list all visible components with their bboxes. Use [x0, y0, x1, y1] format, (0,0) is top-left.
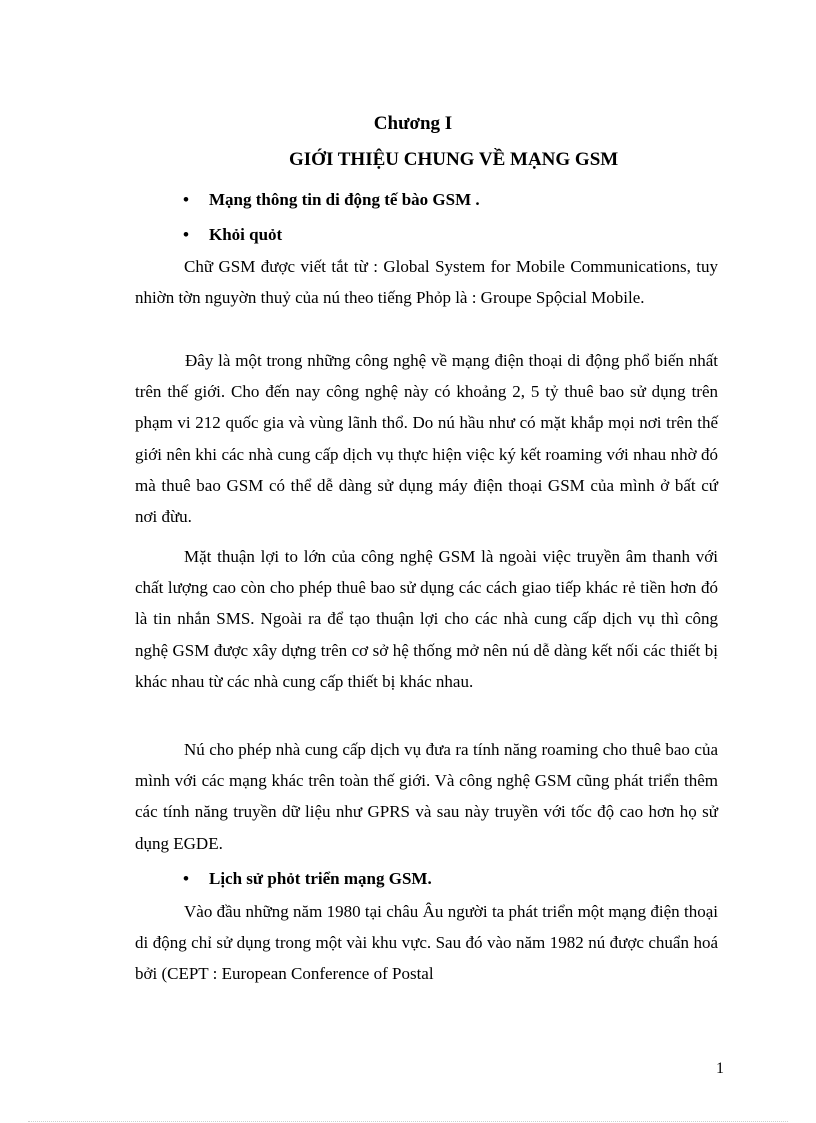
- page-bottom-rule: [28, 1121, 788, 1122]
- page-number: 1: [716, 1060, 724, 1077]
- bullet-text: Lịch sử phỏt triển mạng GSM.: [209, 869, 432, 888]
- bullet-text: Mạng thông tin di động tế bào GSM .: [209, 190, 480, 209]
- paragraph-4: Nú cho phép nhà cung cấp dịch vụ đưa ra tính năng roaming cho thuê bao của mình với các mạng khác trên toàn thế giới. Và công nghệ GSM cũng phát triển thêm các tính năng truyền dữ liệu như GPRS và sau này truyền với tốc độ cao hơn họ sử dụng EGDE.: [135, 740, 718, 853]
- bullet-icon: •: [183, 190, 189, 209]
- chapter-title: GIỚI THIỆU CHUNG VỀ MẠNG GSM: [289, 149, 619, 170]
- bullet-icon: •: [183, 869, 189, 888]
- bullet-item-history: [183, 868, 743, 890]
- paragraph-2: Đây là một trong những công nghệ về mạng điện thoại di động phổ biến nhất trên thế giới. Cho đến nay công nghệ này có khoảng 2, 5 tỷ thuê bao sử dụng trên phạm vi 212 quốc gia và vùng lãnh thổ. Do nú hầu như có mặt khắp mọi nơi trên thế giới nên khi các nhà cung cấp dịch vụ thực hiện việc ký kết roaming với nhau nhờ đó mà thuê bao GSM có thể dễ dàng sử dụng máy điện thoại GSM của mình ở bất cứ nơi đừu.: [135, 351, 718, 527]
- bullet-icon: •: [183, 225, 189, 244]
- paragraph-5: Vào đầu những năm 1980 tại châu Âu người ta phát triển một mạng điện thoại di động chỉ sử dụng trong một vài khu vực. Sau đó vào năm 1982 nú được chuẩn hoá bởi (CEPT : European Conference of Postal: [135, 902, 718, 984]
- bullet-item-overview: [183, 224, 743, 246]
- paragraph-3: Mặt thuận lợi to lớn của công nghệ GSM là ngoài việc truyền âm thanh với chất lượng cao còn cho phép thuê bao sử dụng các cách giao tiếp khác rẻ tiền hơn đó là tin nhắn SMS. Ngoài ra để tạo thuận lợi cho các nhà cung cấp dịch vụ thì công nghệ GSM được xây dựng trên cơ sở hệ thống mở nên nú dễ dàng kết nối các thiết bị khác nhau từ các nhà cung cấp thiết bị khác nhau.: [135, 547, 718, 691]
- bullet-item-gsm-network: [183, 189, 743, 211]
- bullet-text: Khỏi quỏt: [209, 225, 283, 244]
- paragraph-1: Chữ GSM được viết tắt từ : Global System for Mobile Communications, tuy nhiờn tờn nguyờn thuỷ của nú theo tiếng Phỏp là : Groupe Spộcial Mobile.: [135, 257, 718, 308]
- chapter-heading: Chương I: [373, 113, 453, 134]
